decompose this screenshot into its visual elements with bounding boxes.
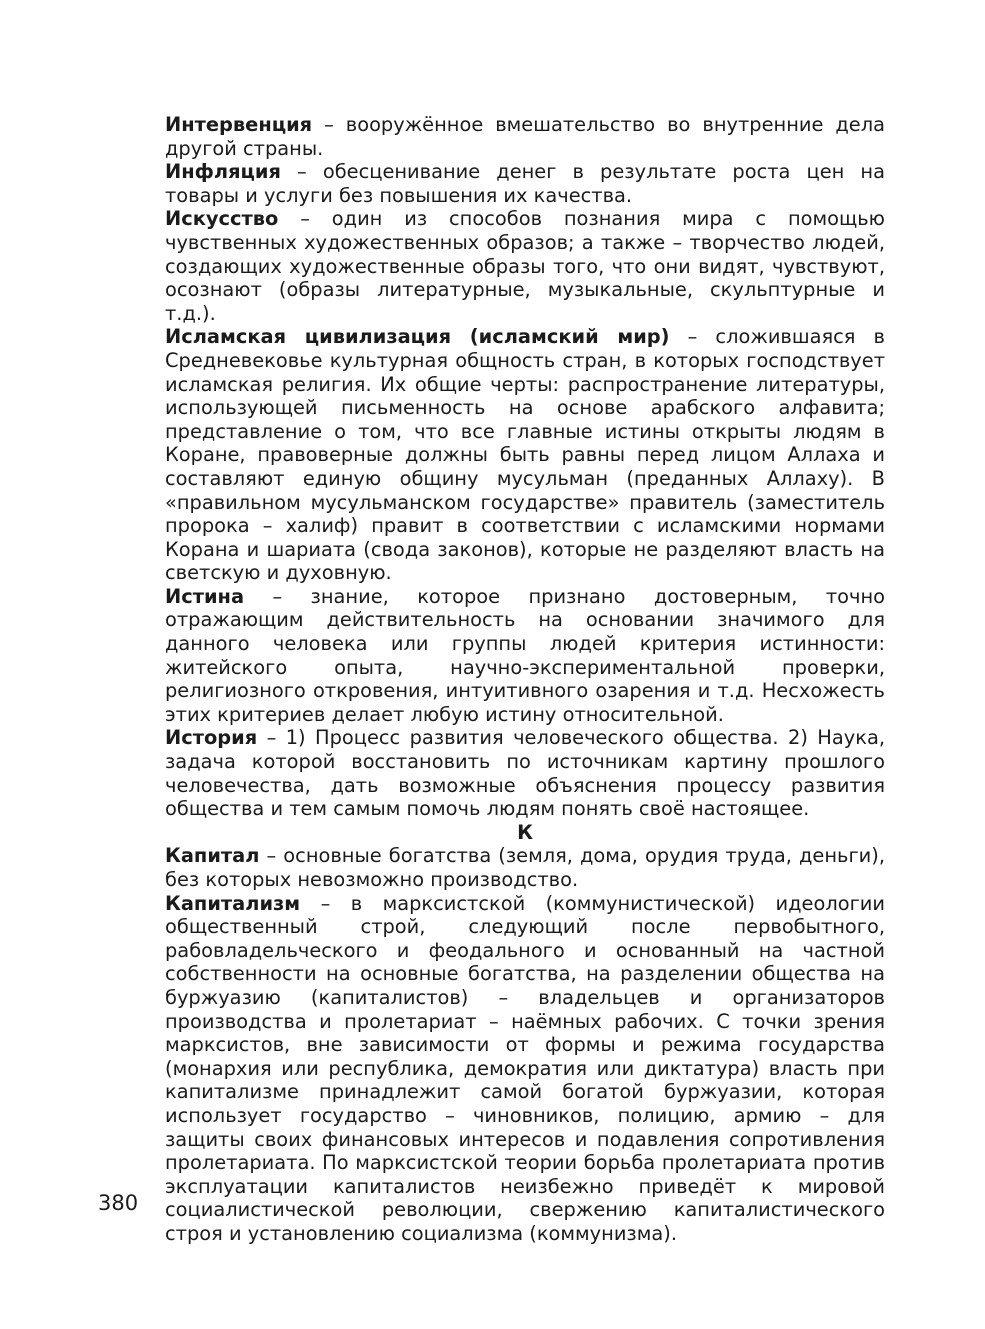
glossary-definition: – сложившаяся в Средневековье культурная общность стран, в которых господствует исламская религия. Их общие черты: распространение литературы, использующей письменность на основе арабского алфавита; представление о том, что все главные истины открыты людям в Коране, правоверные должны быть равны перед лицом Аллаха и составляют единую общину мусульман (преданных Аллаху). В «правильном мусульманском государстве» правитель (заместитель пророка – халиф) правит в соответствии с исламскими нормами Корана и шариата (свода законов), которые не разделяют власть на светскую и духовную. [165,325,885,585]
glossary-definition: – обесценивание денег в результате роста цен на товары и услуги без повышения их качества. [165,160,885,207]
glossary-term: Интервенция [165,113,313,136]
glossary-term: Истина [165,584,245,608]
page-number: 380 [98,1191,139,1215]
glossary-definition: – вооружённое вмешательство во внутренние дела другой страны. [165,113,885,160]
glossary-entry-capitalism [165,892,885,1246]
glossary-definition: – один из способов познания мира с помощью чувственных художественных образов; а также – творчество людей, создающих художественные образы того, что они видят, чувствуют, осознают (образы литературные, музыкальные, скульптурные и т.д.). [165,207,885,325]
glossary-term: Искусство [165,207,279,231]
glossary-entry-history [165,726,885,820]
glossary-term: Капитализм [165,891,301,915]
glossary-entry-art [165,207,885,325]
glossary-term: Капитал [165,844,260,868]
glossary-definition: – основные богатства (земля, дома, орудия труда, деньги), без которых невозможно производство. [165,844,885,891]
glossary-entry-inflation [165,160,885,207]
glossary-term: Инфляция [165,160,281,184]
glossary-definition: – знание, которое признано достоверным, точно отражающим действительность на основании значимого для данного человека или группы людей критерия истинности: житейского опыта, научно-экспериментальной проверки, религиозного откровения, интуитивного озарения и т.д. Несхожесть этих критериев делает любую истину относительной. [165,584,885,726]
glossary-term: Исламская цивилизация (исламский мир) [165,325,670,349]
glossary-entry-capital [165,844,885,891]
glossary-entry-islamic-civilization [165,325,885,585]
glossary-definition: – в марксистской (коммунистической) идеологии общественный строй, следующий после первобытного, рабовладельческого и феодального и основанный на частной собственности на основные богатства, на разделении общества на буржуазию (капиталистов) – владельцев и организаторов производства и пролетариат – наёмных рабочих. С точки зрения марксистов, вне зависимости от формы и режима государства (монархия или республика, демократия или диктатура) власть при капитализме принадлежит самой богатой буржуазии, которая использует государство – чиновников, полицию, армию – для защиты своих финансовых интересов и подавления сопротивления пролетариата. По марксистской теории борьба пролетариата против эксплуатации капиталистов неизбежно приведёт к мировой социалистической революции, свержению капиталистического строя и установлению социализма (коммунизма). [165,891,885,1245]
glossary-entry-intervention [165,113,885,160]
section-letter-heading: К [517,820,533,844]
glossary-definition: – 1) Процесс развития человеческого общества. 2) Наука, задача которой восстановить по источникам картину прошлого человечества, дать возможные объяснения процессу развития общества и тем самым помочь людям понять своё настоящее. [165,726,885,821]
glossary-term: История [165,726,258,750]
glossary-entry-truth [165,585,885,727]
glossary-page [165,113,885,1246]
